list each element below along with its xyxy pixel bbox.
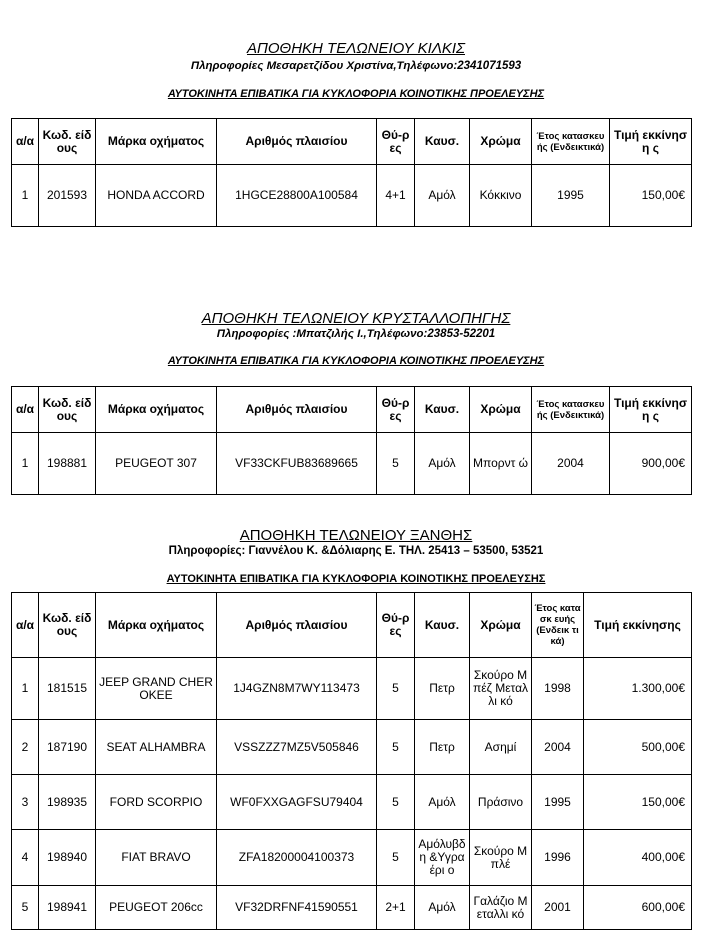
cell-fuel: Αμόλ [415,433,470,495]
cell-fuel: Πετρ [415,720,470,775]
header-doors: Θύ-ρες [377,387,415,433]
cell-price: 600,00€ [584,886,692,930]
cell-price: 400,00€ [584,830,692,886]
cell-aa: 1 [12,433,39,495]
header-doors: Θύ-ρες [377,593,415,658]
header-chassis: Αριθμός πλαισίου [217,387,377,433]
cell-color: Μπορντ ώ [470,433,532,495]
cell-aa: 3 [12,775,39,830]
cell-brand: SEAT ALHAMBRA [96,720,217,775]
table-row [12,433,692,495]
cell-code: 198940 [39,830,96,886]
header-fuel: Καυσ. [415,119,470,165]
table-row [12,658,692,720]
cell-chassis: VF33CKFUB83689665 [217,433,377,495]
cell-fuel: Αμόλ [415,886,470,930]
cell-code: 181515 [39,658,96,720]
cell-year: 2004 [532,720,584,775]
cell-chassis: 1HGCE28800A100584 [217,165,377,227]
cell-color: Ασημί [470,720,532,775]
vehicles-table [11,118,692,227]
cell-price: 150,00€ [584,775,692,830]
header-fuel: Καυσ. [415,387,470,433]
cell-doors: 5 [377,775,415,830]
cell-year: 2004 [532,433,610,495]
header-year: Έτος κατασκευής (Ενδεικτικά) [532,119,610,165]
table-header-row [12,593,692,658]
cell-year: 1998 [532,658,584,720]
cell-doors: 2+1 [377,886,415,930]
table-row [12,830,692,886]
cell-code: 201593 [39,165,96,227]
section-title: ΑΠΟΘΗΚΗ ΤΕΛΩΝΕΙΟΥ ΞΑΝΘΗΣ [239,527,473,544]
cell-color: Γαλάζιο Μεταλλι κό [470,886,532,930]
cell-brand: PEUGEOT 307 [96,433,217,495]
header-aa: α/α [12,593,39,658]
cell-price: 1.300,00€ [584,658,692,720]
cell-brand: JEEP GRAND CHEROKEE [96,658,217,720]
cell-doors: 5 [377,433,415,495]
cell-price: 900,00€ [610,433,692,495]
header-code: Κωδ. είδους [39,387,96,433]
header-code: Κωδ. είδους [39,119,96,165]
section-info: Πληροφορίες Μεσαρετζίδου Χριστίνα,Τηλέφωνο:2341071593 [190,60,522,72]
cell-chassis: VF32DRFNF41590551 [217,886,377,930]
header-color: Χρώμα [470,119,532,165]
header-color: Χρώμα [470,593,532,658]
cell-brand: FORD SCORPIO [96,775,217,830]
cell-brand: PEUGEOT 206cc [96,886,217,930]
cell-aa: 5 [12,886,39,930]
cell-year: 1995 [532,165,610,227]
cell-doors: 5 [377,830,415,886]
vehicles-table [11,386,692,495]
cell-fuel: Αμόλ [415,165,470,227]
cell-fuel: Πετρ [415,658,470,720]
vehicles-table [11,592,692,930]
table-header-row [12,387,692,433]
cell-price: 150,00€ [610,165,692,227]
cell-price: 500,00€ [584,720,692,775]
cell-code: 198881 [39,433,96,495]
table-row [12,775,692,830]
header-doors: Θύ-ρες [377,119,415,165]
cell-aa: 1 [12,165,39,227]
section-subtitle: ΑΥΤΟΚΙΝΗΤΑ ΕΠΙΒΑΤΙΚΑ ΓΙΑ ΚΥΚΛΟΦΟΡΙΑ ΚΟΙΝΟΤΙΚΗΣ ΠΡΟΕΛΕΥΣΗΣ [167,355,545,367]
header-price: Τιμή εκκίνηση ς [610,119,692,165]
section-info: Πληροφορίες: Γιαννέλου Κ. &Δόλιαρης Ε. ΤΗΛ. 25413 – 53500, 53521 [168,545,544,557]
section-title: ΑΠΟΘΗΚΗ ΤΕΛΩΝΕΙΟΥ ΚΡΥΣΤΑΛΛΟΠΗΓΗΣ [201,310,511,327]
cell-year: 2001 [532,886,584,930]
cell-year: 1995 [532,775,584,830]
header-aa: α/α [12,119,39,165]
header-chassis: Αριθμός πλαισίου [217,119,377,165]
header-brand: Μάρκα οχήματος [96,387,217,433]
cell-doors: 5 [377,720,415,775]
cell-aa: 4 [12,830,39,886]
section-subtitle: ΑΥΤΟΚΙΝΗΤΑ ΕΠΙΒΑΤΙΚΑ ΓΙΑ ΚΥΚΛΟΦΟΡΙΑ ΚΟΙΝΟΤΙΚΗΣ ΠΡΟΕΛΕΥΣΗΣ [167,88,545,100]
cell-chassis: WF0FXXGAGFSU79404 [217,775,377,830]
cell-brand: FIAT BRAVO [96,830,217,886]
cell-fuel: Αμόλυβδ η &Υγραέρι ο [415,830,470,886]
cell-color: Κόκκινο [470,165,532,227]
table-row [12,165,692,227]
table-header-row [12,119,692,165]
section-title: ΑΠΟΘΗΚΗ ΤΕΛΩΝΕΙΟΥ ΚΙΛΚΙΣ [246,40,465,57]
table-row [12,720,692,775]
cell-chassis: 1J4GZN8M7WY113473 [217,658,377,720]
header-brand: Μάρκα οχήματος [96,593,217,658]
cell-brand: HONDA ACCORD [96,165,217,227]
cell-year: 1996 [532,830,584,886]
cell-doors: 5 [377,658,415,720]
header-price: Τιμή εκκίνηση ς [610,387,692,433]
cell-fuel: Αμόλ [415,775,470,830]
cell-aa: 2 [12,720,39,775]
cell-color: Πράσινο [470,775,532,830]
header-aa: α/α [12,387,39,433]
header-brand: Μάρκα οχήματος [96,119,217,165]
section-subtitle: ΑΥΤΟΚΙΝΗΤΑ ΕΠΙΒΑΤΙΚΑ ΓΙΑ ΚΥΚΛΟΦΟΡΙΑ ΚΟΙΝΟΤΙΚΗΣ ΠΡΟΕΛΕΥΣΗΣ [166,573,546,585]
cell-aa: 1 [12,658,39,720]
header-price: Τιμή εκκίνησης [584,593,692,658]
header-year: Έτος κατασκ ευής (Ενδεικ τικά) [532,593,584,658]
header-chassis: Αριθμός πλαισίου [217,593,377,658]
cell-color: Σκούρο Μπλέ [470,830,532,886]
cell-chassis: VSSZZZ7MZ5V505846 [217,720,377,775]
cell-doors: 4+1 [377,165,415,227]
header-code: Κωδ. είδους [39,593,96,658]
cell-color: Σκούρο Μπέζ Μεταλλι κό [470,658,532,720]
table-row [12,886,692,930]
section-info: Πληροφορίες :Μπατζιλής Ι.,Τηλέφωνο:23853-52201 [216,328,496,340]
cell-code: 187190 [39,720,96,775]
cell-code: 198935 [39,775,96,830]
cell-code: 198941 [39,886,96,930]
cell-chassis: ZFA18200004100373 [217,830,377,886]
header-fuel: Καυσ. [415,593,470,658]
header-color: Χρώμα [470,387,532,433]
header-year: Έτος κατασκευής (Ενδεικτικά) [532,387,610,433]
